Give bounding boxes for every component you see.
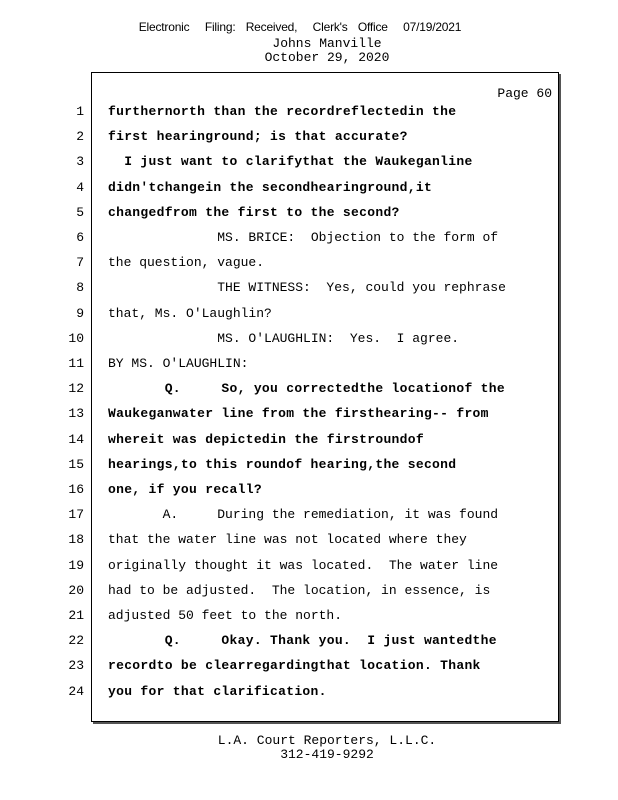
line-number: 22: [68, 633, 84, 648]
footer-company: L.A. Court Reporters, L.L.C.: [217, 733, 437, 748]
transcript-line: BY MS. O'LAUGHLIN:: [108, 356, 249, 371]
line-number: 18: [68, 532, 84, 547]
transcript-line: adjusted 50 feet to the north.: [108, 608, 343, 623]
transcript-line: the question, vague.: [108, 255, 265, 270]
line-number: 21: [68, 608, 84, 623]
transcript-line: hearings,to this roundof hearing,the second: [108, 457, 457, 472]
line-number: 14: [68, 432, 84, 447]
line-number: 11: [68, 356, 84, 371]
header-title: Johns Manville: [272, 36, 382, 51]
transcript-line: A. During the remediation, it was found: [108, 507, 499, 522]
line-number: 3: [76, 154, 84, 169]
line-number: 16: [68, 482, 84, 497]
line-number: 9: [76, 306, 84, 321]
footer-phone: 312-419-9292: [280, 747, 374, 762]
transcript-line: one, if you recall?: [108, 482, 262, 497]
line-number: 23: [68, 658, 84, 673]
line-number: 2: [76, 129, 84, 144]
line-number: 8: [76, 280, 84, 295]
line-number: 10: [68, 331, 84, 346]
line-number: 6: [76, 230, 84, 245]
line-number: 13: [68, 406, 84, 421]
transcript-line: whereit was depictedin the firstroundof: [108, 432, 424, 447]
transcript-line: I just want to clarifythat the Waukeganline: [108, 154, 473, 169]
transcript-page-frame: [91, 72, 559, 722]
line-number: 12: [68, 381, 84, 396]
line-number: 4: [76, 180, 84, 195]
line-number: 15: [68, 457, 84, 472]
transcript-line: originally thought it was located. The water line: [108, 558, 499, 573]
header-date: October 29, 2020: [264, 50, 390, 65]
transcript-line: furthernorth than the recordreflectedin the: [108, 104, 457, 119]
line-number: 7: [76, 255, 84, 270]
line-number: 5: [76, 205, 84, 220]
transcript-line: MS. O'LAUGHLIN: Yes. I agree.: [108, 331, 460, 346]
transcript-line: Q. Okay. Thank you. I just wantedthe: [108, 633, 497, 648]
line-number: 1: [76, 104, 84, 119]
line-number: 17: [68, 507, 84, 522]
line-number: 19: [68, 558, 84, 573]
transcript-line: Waukeganwater line from the firsthearing-- from: [108, 406, 489, 421]
line-number: 20: [68, 583, 84, 598]
transcript-line: didn'tchangein the secondhearinground,it: [108, 180, 433, 195]
transcript-line: had to be adjusted. The location, in essence, is: [108, 583, 491, 598]
filing-stamp: Electronic Filing: Received, Clerk's Office 07/19/2021: [138, 20, 462, 34]
transcript-line: changedfrom the first to the second?: [108, 205, 400, 220]
line-number: 24: [68, 684, 84, 699]
transcript-line: that, Ms. O'Laughlin?: [108, 306, 272, 321]
transcript-line: Q. So, you correctedthe locationof the: [108, 381, 505, 396]
transcript-line: you for that clarification.: [108, 684, 327, 699]
transcript-line: first hearinground; is that accurate?: [108, 129, 408, 144]
page-number-label: Page 60: [497, 86, 552, 101]
transcript-line: recordto be clearregardingthat location. Thank: [108, 658, 481, 673]
transcript-line: THE WITNESS: Yes, could you rephrase: [108, 280, 506, 295]
transcript-line: that the water line was not located where they: [108, 532, 467, 547]
transcript-line: MS. BRICE: Objection to the form of: [108, 230, 499, 245]
